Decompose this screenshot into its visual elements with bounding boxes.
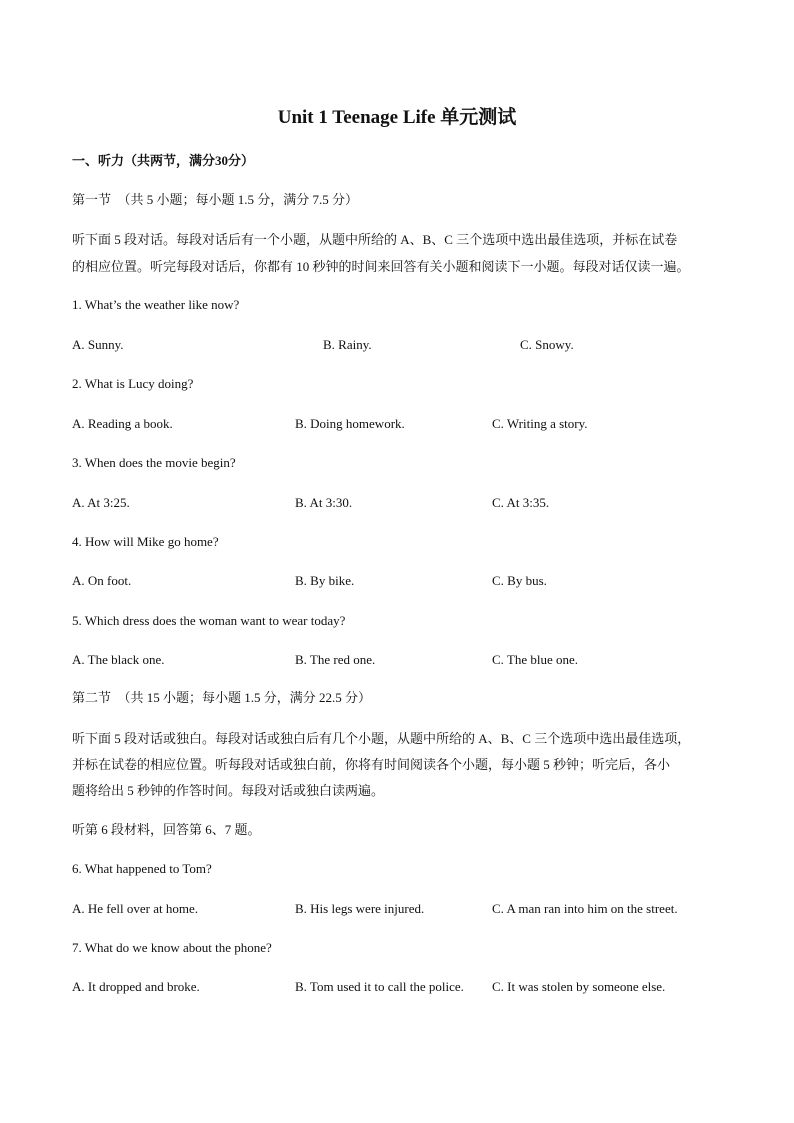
question-7-stem: 7. What do we know about the phone? [72,940,272,955]
question-3-option-c: C. At 3:35. [492,495,550,510]
question-1-option-a: A. Sunny. [72,337,124,352]
question-4-option-b: B. By bike. [295,573,355,588]
question-5-stem: 5. Which dress does the woman want to wear today? [72,613,346,628]
question-7-option-a: A. It dropped and broke. [72,979,200,994]
section1-instructions-line1: 听下面 5 段对话。每段对话后有一个小题，从题中所给的 A、B、C 三个选项中选出最佳选项，并标在试卷 [72,232,678,247]
question-3-stem: 3. When does the movie begin? [72,455,236,470]
question-1-option-c: C. Snowy. [520,337,574,352]
question-5-option-c: C. The blue one. [492,652,579,667]
question-1-option-b: B. Rainy. [323,337,372,352]
question-2-option-a: A. Reading a book. [72,416,173,431]
material-6-note: 听第 6 段材料，回答第 6、7 题。 [72,822,261,837]
section1-heading: 第一节 （共 5 小题；每小题 1.5 分，满分 7.5 分） [72,192,359,207]
question-5-option-b: B. The red one. [295,652,376,667]
section2-heading: 第二节 （共 15 小题；每小题 1.5 分，满分 22.5 分） [72,690,372,705]
section2-instructions-line3: 题将给出 5 秒钟的作答时间。每段对话或独白读两遍。 [72,783,385,798]
question-4-stem: 4. How will Mike go home? [72,534,219,549]
question-6-option-a: A. He fell over at home. [72,901,198,916]
question-1-stem: 1. What’s the weather like now? [72,297,240,312]
question-3-option-b: B. At 3:30. [295,495,353,510]
part1-heading: 一、听力（共两节，满分30分） [72,153,255,168]
question-7-option-b: B. Tom used it to call the police. [295,979,464,994]
page-title: Unit 1 Teenage Life 单元测试 [277,107,517,128]
section2-instructions-line2: 并标在试卷的相应位置。听每段对话或独白前，你将有时间阅读各个小题，每小题 5 秒钟；听完后，各小 [72,757,671,772]
question-4-option-c: C. By bus. [492,573,547,588]
question-4-option-a: A. On foot. [72,573,132,588]
question-5-option-a: A. The black one. [72,652,165,667]
question-2-option-b: B. Doing homework. [295,416,405,431]
section2-instructions-line1: 听下面 5 段对话或独白。每段对话或独白后有几个小题，从题中所给的 A、B、C 三个选项中选出最佳选项， [72,731,691,746]
question-6-option-c: C. A man ran into him on the street. [492,901,678,916]
question-2-stem: 2. What is Lucy doing? [72,376,194,391]
question-6-stem: 6. What happened to Tom? [72,861,212,876]
question-6-option-b: B. His legs were injured. [295,901,425,916]
section1-instructions-line2: 的相应位置。听完每段对话后，你都有 10 秒钟的时间来回答有关小题和阅读下一小题。每段对话仅读一遍。 [72,259,690,274]
question-2-option-c: C. Writing a story. [492,416,588,431]
question-7-option-c: C. It was stolen by someone else. [492,979,666,994]
question-3-option-a: A. At 3:25. [72,495,130,510]
